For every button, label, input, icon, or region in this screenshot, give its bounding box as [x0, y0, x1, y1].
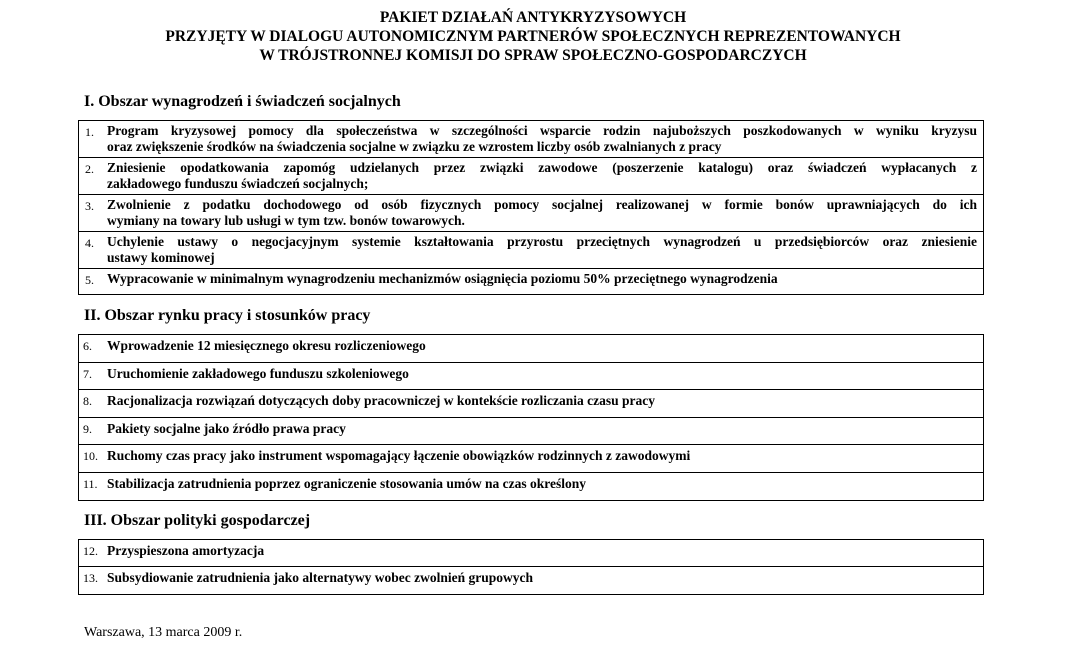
- item-text: [107, 418, 983, 445]
- item-text-line: Stabilizacja zatrudnienia poprzez ograniczenie stosowania umów na czas określony: [107, 475, 586, 491]
- item-number: 1.: [85, 125, 94, 139]
- section-table-economic-policy: [78, 539, 984, 595]
- item-number: 12.: [83, 544, 98, 558]
- section-table-labour-market: [78, 334, 984, 501]
- table-row: [79, 232, 983, 269]
- item-text-line: Subsydiowanie zatrudnienia jako alternatywy wobec zwolnień grupowych: [107, 570, 534, 585]
- item-text: [107, 445, 983, 472]
- item-text-line: Uruchomienie zakładowego funduszu szkoleniowego: [107, 365, 409, 381]
- table-row: [79, 567, 983, 594]
- item-text: [107, 195, 983, 231]
- item-text-line: Wprowadzenie 12 miesięcznego okresu rozliczeniowego: [107, 338, 426, 353]
- item-text: [107, 121, 983, 157]
- section-title-wages: I. Obszar wynagrodzeń i świadczeń socjalnych: [84, 93, 401, 110]
- item-text: [107, 232, 983, 268]
- item-text-line: Wypracowanie w minimalnym wynagrodzeniu mechanizmów osiągnięcia poziomu 50% przeciętnego wynagrodzenia: [107, 271, 778, 286]
- table-row: [79, 195, 983, 232]
- header-subtitle-line2: W TRÓJSTRONNEJ KOMISJI DO SPRAW SPOŁECZNO-GOSPODARCZYCH: [259, 47, 807, 64]
- document-header: [0, 8, 1066, 65]
- item-text-line: zakładowego funduszu świadczeń socjalnych;: [107, 175, 369, 191]
- section-table-wages: [78, 120, 984, 295]
- item-number: 10.: [83, 449, 98, 463]
- item-number: 4.: [85, 236, 94, 250]
- item-number: 5.: [85, 273, 94, 287]
- item-number: 6.: [83, 339, 92, 353]
- item-number: 8.: [83, 394, 92, 408]
- item-text-line: Zniesienie opodatkowania zapomóg udzielanych przez związki zawodowe (poszerzenie katalogu) oraz świadczeń wypłacanych z: [107, 160, 977, 175]
- item-text-line: Ruchomy czas pracy jako instrument wspomagający łączenie obowiązków rodzinnych z zawodowymi: [107, 448, 691, 463]
- item-number: 3.: [85, 199, 94, 213]
- item-text-line: Uchylenie ustawy o negocjacyjnym systemie kształtowania przyrostu przeciętnych wynagrodzeń u przedsiębiorców oraz zniesienie: [107, 234, 977, 249]
- item-text-line: Program kryzysowej pomocy dla społeczeństwa w szczególności wsparcie rodzin najuboższych poszkodowanych w wyniku kryzysu: [107, 123, 977, 138]
- table-row: [79, 158, 983, 195]
- item-number: 11.: [83, 476, 98, 491]
- table-row: [79, 418, 983, 446]
- item-number: 2.: [85, 162, 94, 176]
- item-text: [107, 567, 983, 594]
- item-number: 7.: [83, 366, 92, 381]
- item-text-line: ustawy kominowej: [107, 249, 215, 265]
- item-text-line: Przyspieszona amortyzacja: [107, 543, 265, 558]
- section-title-labour-market: II. Obszar rynku pracy i stosunków pracy: [84, 307, 371, 324]
- table-row: [79, 473, 983, 501]
- item-text: [107, 158, 983, 194]
- table-row: [79, 540, 983, 567]
- item-text: [107, 335, 983, 362]
- item-text-line: Zwolnienie z podatku dochodowego od osób fizycznych pomocy socjalnej realizowanej w formie bonów uprawniających do ich: [107, 197, 977, 212]
- place-and-date: Warszawa, 13 marca 2009 r.: [84, 625, 243, 640]
- item-text: [107, 473, 983, 501]
- item-number: 13.: [83, 571, 98, 585]
- item-text: [107, 540, 983, 566]
- header-subtitle-line1: PRZYJĘTY W DIALOGU AUTONOMICZNYM PARTNERÓW SPOŁECZNYCH REPREZENTOWANYCH: [165, 28, 901, 45]
- section-title-economic-policy: III. Obszar polityki gospodarczej: [84, 512, 311, 529]
- item-text-line: Racjonalizacja rozwiązań dotyczących doby pracowniczej w kontekście rozliczania czasu pracy: [107, 393, 656, 408]
- table-row: [79, 121, 983, 158]
- table-row: [79, 390, 983, 418]
- item-text: [107, 363, 983, 390]
- item-text-line: wymiany na towary lub usługi w tym tzw. bonów towarowych.: [107, 212, 465, 228]
- item-text-line: oraz zwiększenie środków na świadczenia socjalne w związku ze wzrostem liczby osób zwalnianych z pracy: [107, 138, 722, 154]
- table-row: [79, 269, 983, 294]
- header-title: PAKIET DZIAŁAŃ ANTYKRYZYSOWYCH: [379, 9, 687, 26]
- table-row: [79, 335, 983, 363]
- table-row: [79, 445, 983, 473]
- item-text-line: Pakiety socjalne jako źródło prawa pracy: [107, 420, 346, 436]
- item-text: [107, 269, 983, 294]
- item-number: 9.: [83, 421, 92, 436]
- item-text: [107, 390, 983, 417]
- table-row: [79, 363, 983, 391]
